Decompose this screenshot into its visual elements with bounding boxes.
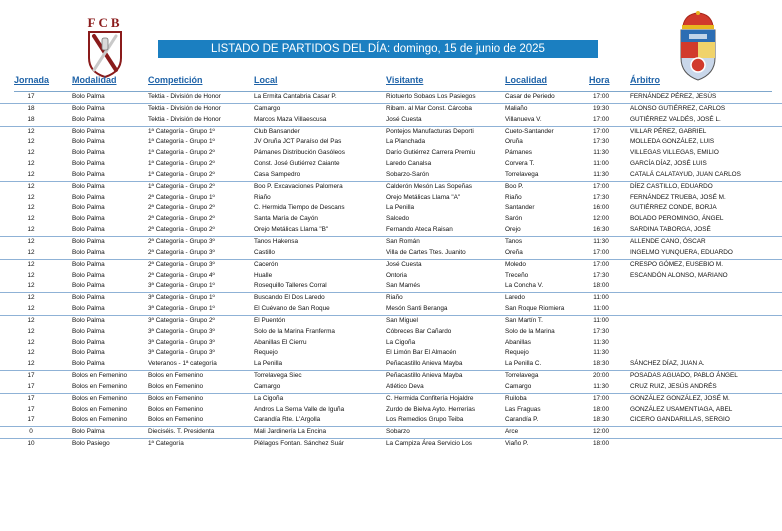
cell-local: Abanillas El Cierru bbox=[254, 338, 307, 346]
cell-hora: 17:30 bbox=[593, 327, 609, 335]
cell-localidad: Solo de la Marina bbox=[505, 327, 555, 335]
cell-modalidad: Bolo Palma bbox=[72, 428, 105, 436]
cell-modalidad: Bolo Palma bbox=[72, 104, 105, 112]
cell-hora: 11:30 bbox=[593, 349, 609, 357]
cell-hora: 18:00 bbox=[593, 405, 609, 413]
cell-jornada: 12 bbox=[27, 204, 35, 212]
table-row bbox=[0, 438, 782, 450]
cell-jornada: 17 bbox=[27, 93, 35, 100]
table-row bbox=[0, 181, 782, 193]
cell-visitante: Riotuerto Sobaos Los Pasiegos bbox=[386, 93, 476, 100]
logo-text: FCB bbox=[87, 15, 123, 30]
cell-localidad: Moledo bbox=[505, 260, 526, 268]
cell-modalidad: Bolo Palma bbox=[72, 294, 105, 302]
cell-competicion: Bolos en Femenino bbox=[148, 405, 204, 413]
cell-visitante: Villa de Cartes Ttes. Juanito bbox=[386, 248, 466, 256]
cell-jornada: 12 bbox=[27, 215, 35, 223]
table-row bbox=[0, 193, 782, 204]
cell-modalidad: Bolo Palma bbox=[72, 360, 105, 368]
cell-arbitro: SÁNCHEZ DÍAZ, JUAN A. bbox=[630, 360, 705, 368]
cell-competicion: Dieciséis. T. Presidenta bbox=[148, 428, 215, 436]
cell-jornada: 12 bbox=[27, 160, 35, 168]
cell-competicion: 3ª Categoría - Grupo 3º bbox=[148, 327, 215, 335]
cell-competicion: Tektia - División de Honor bbox=[148, 93, 221, 100]
cell-jornada: 17 bbox=[27, 394, 35, 402]
cell-localidad: Camargo bbox=[505, 382, 532, 390]
cell-local: La Cigoña bbox=[254, 394, 284, 402]
cell-arbitro: GUTIÉRREZ VALDÉS, JOSÉ L. bbox=[630, 115, 721, 123]
cell-jornada: 17 bbox=[27, 416, 35, 424]
cell-localidad: San Martín T. bbox=[505, 316, 543, 324]
cell-visitante: Mesón Santi Beranga bbox=[386, 305, 448, 313]
cell-modalidad: Bolo Palma bbox=[72, 127, 105, 135]
table-row bbox=[0, 126, 782, 138]
cell-jornada: 10 bbox=[27, 440, 35, 448]
cell-hora: 12:00 bbox=[593, 428, 609, 436]
cell-hora: 16:30 bbox=[593, 226, 609, 234]
table-row bbox=[0, 203, 782, 214]
matches-table bbox=[0, 92, 782, 450]
cell-jornada: 12 bbox=[27, 170, 35, 178]
cell-jornada: 12 bbox=[27, 260, 35, 268]
header-modalidad: Modalidad bbox=[72, 75, 117, 85]
cell-local: Requejo bbox=[254, 349, 278, 357]
cell-visitante: Calderón Mesón Las Sopeñas bbox=[386, 182, 472, 190]
cell-local: Santa María de Cayón bbox=[254, 215, 318, 223]
cell-local: Casa Sampedro bbox=[254, 170, 301, 178]
table-row bbox=[0, 137, 782, 148]
cell-modalidad: Bolo Palma bbox=[72, 237, 105, 245]
cell-hora: 11:00 bbox=[593, 160, 609, 168]
cell-competicion: Bolos en Femenino bbox=[148, 382, 204, 390]
cell-local: Castillo bbox=[254, 248, 275, 256]
cell-modalidad: Bolos en Femenino bbox=[72, 382, 128, 390]
cell-arbitro: POSADAS AGUADO, PABLO ÁNGEL bbox=[630, 372, 738, 380]
cell-hora: 16:00 bbox=[593, 204, 609, 212]
cell-jornada: 17 bbox=[27, 405, 35, 413]
table-row bbox=[0, 225, 782, 236]
cell-visitante: Orejo Metálicas Llama "A" bbox=[386, 193, 461, 201]
cell-hora: 12:00 bbox=[593, 215, 609, 223]
cell-visitante: José Cuesta bbox=[386, 260, 422, 268]
table-row bbox=[0, 92, 782, 103]
cell-visitante: C. Hermida Confitería Hojaldre bbox=[386, 394, 474, 402]
cell-localidad: Arce bbox=[505, 428, 519, 436]
cell-local: Piélagos Fontan. Sánchez Suár bbox=[254, 440, 344, 448]
cell-visitante: Ribam. al Mar Const. Cárcoba bbox=[386, 104, 472, 112]
cell-arbitro: GARCÍA DÍAZ, JOSÉ LUIS bbox=[630, 160, 707, 168]
cell-arbitro: ALONSO GUTIÉRREZ, CARLOS bbox=[630, 104, 726, 112]
cell-arbitro: CRUZ RUIZ, JESÚS ANDRÉS bbox=[630, 382, 717, 390]
cell-visitante: José Cuesta bbox=[386, 115, 422, 123]
table-row bbox=[0, 426, 782, 438]
cell-local: Mali Jardinería La Encina bbox=[254, 428, 327, 436]
cell-jornada: 12 bbox=[27, 226, 35, 234]
table-row bbox=[0, 415, 782, 426]
cell-modalidad: Bolo Pasiego bbox=[72, 440, 110, 448]
cell-competicion: 3ª Categoría - Grupo 1º bbox=[148, 305, 215, 313]
cell-local: Camargo bbox=[254, 382, 281, 390]
cell-competicion: Tektia - División de Honor bbox=[148, 104, 221, 112]
table-row bbox=[0, 248, 782, 259]
cell-visitante: Fernando Ateca Raisan bbox=[386, 226, 453, 234]
cell-localidad: Viaño P. bbox=[505, 440, 529, 448]
cell-visitante: Zurdo de Bielva Ayto. Herrerías bbox=[386, 405, 476, 413]
header-jornada: Jornada bbox=[14, 75, 50, 85]
cell-localidad: Cueto-Santander bbox=[505, 127, 554, 135]
cell-hora: 11:30 bbox=[593, 149, 609, 157]
cell-competicion: 1ª Categoría - Grupo 1º bbox=[148, 138, 215, 146]
cell-localidad: Las Fraguas bbox=[505, 405, 541, 413]
cell-localidad: La Penilla C. bbox=[505, 360, 542, 368]
table-row bbox=[0, 170, 782, 181]
cell-jornada: 12 bbox=[27, 248, 35, 256]
cell-jornada: 17 bbox=[27, 382, 35, 390]
cell-local: Rosequillo Talleres Corral bbox=[254, 282, 327, 290]
cell-local: Buscando El Dos Laredo bbox=[254, 294, 325, 302]
cell-arbitro: VILLEGAS VILLEGAS, EMILIO bbox=[630, 149, 719, 157]
cell-modalidad: Bolo Palma bbox=[72, 316, 105, 324]
cell-jornada: 18 bbox=[27, 104, 35, 112]
table-row bbox=[0, 393, 782, 405]
cell-modalidad: Bolo Palma bbox=[72, 115, 105, 123]
cell-arbitro: GUTIÉRREZ CONDE, BORJA bbox=[630, 204, 717, 212]
cell-local: El Puentón bbox=[254, 316, 286, 324]
cell-local: Solo de la Marina Franferma bbox=[254, 327, 335, 335]
cell-jornada: 18 bbox=[27, 115, 35, 123]
cell-arbitro: ALLENDE CANO, ÓSCAR bbox=[630, 237, 706, 245]
table-row bbox=[0, 405, 782, 416]
cell-visitante: Peñacastillo Anieva Mayba bbox=[386, 360, 463, 368]
table-row bbox=[0, 315, 782, 327]
cell-arbitro: CATALÁ CALATAYUD, JUAN CARLOS bbox=[630, 170, 741, 178]
cell-localidad: Ruiloba bbox=[505, 394, 527, 402]
cell-local: Hualle bbox=[254, 271, 273, 279]
cell-local: Club Bansander bbox=[254, 127, 300, 135]
table-row bbox=[0, 382, 782, 393]
cell-jornada: 12 bbox=[27, 305, 35, 313]
cell-competicion: Bolos en Femenino bbox=[148, 416, 204, 424]
cell-jornada: 12 bbox=[27, 138, 35, 146]
cell-localidad: Carandía P. bbox=[505, 416, 539, 424]
cell-modalidad: Bolo Palma bbox=[72, 215, 105, 223]
cell-modalidad: Bolo Palma bbox=[72, 182, 105, 190]
cell-hora: 20:00 bbox=[593, 372, 609, 380]
cell-localidad: Santander bbox=[505, 204, 535, 212]
cell-localidad: Abanillas bbox=[505, 338, 531, 346]
cell-competicion: Bolos en Femenino bbox=[148, 372, 204, 380]
cell-localidad: Torrelavega bbox=[505, 372, 539, 380]
cell-visitante: La Penilla bbox=[386, 204, 415, 212]
header-hora: Hora bbox=[589, 75, 610, 85]
cell-hora: 11:00 bbox=[593, 294, 609, 302]
cell-modalidad: Bolos en Femenino bbox=[72, 405, 128, 413]
cell-modalidad: Bolo Palma bbox=[72, 193, 105, 201]
header-visitante: Visitante bbox=[386, 75, 424, 85]
cell-modalidad: Bolo Palma bbox=[72, 338, 105, 346]
cell-hora: 11:30 bbox=[593, 170, 609, 178]
cell-competicion: 2ª Categoría - Grupo 3º bbox=[148, 260, 215, 268]
cell-modalidad: Bolo Palma bbox=[72, 170, 105, 178]
table-row bbox=[0, 370, 782, 382]
cell-arbitro: GONZÁLEZ USAMENTIAGA, ABEL bbox=[630, 405, 733, 413]
cell-local: Pámanes Distribución Gasóleos bbox=[254, 149, 345, 157]
cell-arbitro: SARDINA TABORGA, JOSÉ bbox=[630, 226, 711, 234]
cell-competicion: 3ª Categoría - Grupo 3º bbox=[148, 349, 215, 357]
cell-visitante: La Cigoña bbox=[386, 338, 416, 346]
cell-visitante: Pontejos Manufacturas Deporti bbox=[386, 127, 474, 135]
cell-competicion: 2ª Categoría - Grupo 2º bbox=[148, 226, 215, 234]
federation-logo bbox=[80, 14, 130, 78]
cell-hora: 17:30 bbox=[593, 193, 609, 201]
cell-visitante: El Limón Bar El Almacén bbox=[386, 349, 457, 357]
cell-arbitro: CICERO GANDARILLAS, SERGIO bbox=[630, 416, 730, 424]
cell-local: JV Oruña JCT Paraíso del Pas bbox=[254, 138, 342, 146]
cell-visitante: Sobarzo bbox=[386, 428, 410, 436]
cell-hora: 11:00 bbox=[593, 316, 609, 324]
cell-localidad: Villanueva V. bbox=[505, 115, 542, 123]
cell-competicion: 2ª Categoría - Grupo 2º bbox=[148, 215, 215, 223]
cell-competicion: 1ª Categoría bbox=[148, 440, 184, 448]
cell-local: Andros La Serna Valle de Iguña bbox=[254, 405, 345, 413]
cell-modalidad: Bolo Palma bbox=[72, 204, 105, 212]
header-arbitro: Árbitro bbox=[630, 75, 660, 85]
cell-localidad: La Concha V. bbox=[505, 282, 544, 290]
table-row bbox=[0, 359, 782, 370]
cell-modalidad: Bolo Palma bbox=[72, 226, 105, 234]
cell-local: Torrelavega Siec bbox=[254, 372, 302, 380]
cell-modalidad: Bolos en Femenino bbox=[72, 416, 128, 424]
table-row bbox=[0, 304, 782, 315]
cell-hora: 17:30 bbox=[593, 138, 609, 146]
table-row bbox=[0, 259, 782, 271]
cell-localidad: Pámanes bbox=[505, 149, 532, 157]
cell-arbitro: BOLADO PEROMINGO, ÁNGEL bbox=[630, 215, 724, 223]
cell-visitante: Darío Gutiérrez Carrera Premiu bbox=[386, 149, 476, 157]
cell-localidad: Oruña bbox=[505, 138, 523, 146]
cell-visitante: Los Remedios Grupo Teiba bbox=[386, 416, 464, 424]
cell-localidad: San Roque Riomiera bbox=[505, 305, 565, 313]
cell-hora: 17:30 bbox=[593, 271, 609, 279]
cell-visitante: Peñacastillo Anieva Mayba bbox=[386, 372, 463, 380]
cell-jornada: 12 bbox=[27, 271, 35, 279]
cell-modalidad: Bolos en Femenino bbox=[72, 394, 128, 402]
cell-competicion: 2ª Categoría - Grupo 1º bbox=[148, 193, 215, 201]
cell-jornada: 12 bbox=[27, 338, 35, 346]
cell-hora: 17:00 bbox=[593, 127, 609, 135]
cell-localidad: Riaño bbox=[505, 193, 522, 201]
cell-localidad: Requejo bbox=[505, 349, 529, 357]
cell-local: Riaño bbox=[254, 193, 271, 201]
cell-arbitro: VILLAR PÉREZ, GABRIEL bbox=[630, 127, 707, 135]
cell-jornada: 12 bbox=[27, 349, 35, 357]
cell-modalidad: Bolo Palma bbox=[72, 305, 105, 313]
cell-jornada: 12 bbox=[27, 193, 35, 201]
cell-jornada: 12 bbox=[27, 360, 35, 368]
cell-jornada: 12 bbox=[27, 127, 35, 135]
page-title: LISTADO DE PARTIDOS DEL DÍA: domingo, 15 de junio de 2025 bbox=[158, 40, 598, 58]
cell-visitante: La Planchada bbox=[386, 138, 426, 146]
cell-modalidad: Bolo Palma bbox=[72, 93, 105, 100]
cell-visitante: Cóbreces Bar Cañardo bbox=[386, 327, 452, 335]
table-row bbox=[0, 159, 782, 170]
table-row bbox=[0, 115, 782, 126]
cell-modalidad: Bolo Palma bbox=[72, 138, 105, 146]
cell-competicion: 1ª Categoría - Grupo 2º bbox=[148, 149, 215, 157]
cell-localidad: Sarón bbox=[505, 215, 523, 223]
cell-localidad: Torrelavega bbox=[505, 170, 539, 178]
cell-localidad: Laredo bbox=[505, 294, 525, 302]
table-row bbox=[0, 148, 782, 159]
cell-competicion: 2ª Categoría - Grupo 3º bbox=[148, 237, 215, 245]
header-localidad: Localidad bbox=[505, 75, 548, 85]
cell-competicion: 3ª Categoría - Grupo 1º bbox=[148, 282, 215, 290]
cell-visitante: Salcedo bbox=[386, 215, 410, 223]
table-row bbox=[0, 103, 782, 115]
cell-hora: 19:30 bbox=[593, 104, 609, 112]
cell-visitante: Atlético Deva bbox=[386, 382, 424, 390]
cell-hora: 11:30 bbox=[593, 338, 609, 346]
cell-competicion: 3ª Categoría - Grupo 1º bbox=[148, 294, 215, 302]
table-row bbox=[0, 236, 782, 248]
cell-modalidad: Bolos en Femenino bbox=[72, 372, 128, 380]
cell-modalidad: Bolo Palma bbox=[72, 349, 105, 357]
cell-competicion: 1ª Categoría - Grupo 1º bbox=[148, 127, 215, 135]
cell-modalidad: Bolo Palma bbox=[72, 271, 105, 279]
cell-hora: 17:00 bbox=[593, 93, 609, 100]
cell-local: Tanos Hakensa bbox=[254, 237, 299, 245]
table-row bbox=[0, 281, 782, 292]
cell-local: C. Hermida Tiempo de Descans bbox=[254, 204, 345, 212]
cell-local: Carandía Rte. L'Argolla bbox=[254, 416, 321, 424]
cell-modalidad: Bolo Palma bbox=[72, 282, 105, 290]
cell-hora: 11:00 bbox=[593, 305, 609, 313]
cell-arbitro: GONZÁLEZ GONZÁLEZ, JOSÉ M. bbox=[630, 394, 730, 402]
cell-localidad: Maliaño bbox=[505, 104, 528, 112]
cell-competicion: 1ª Categoría - Grupo 2º bbox=[148, 170, 215, 178]
cell-local: Cacerón bbox=[254, 260, 279, 268]
cell-arbitro: ESCANDÓN ALONSO, MARIANO bbox=[630, 271, 728, 279]
table-row bbox=[0, 338, 782, 349]
cell-arbitro: DÍEZ CASTILLO, EDUARDO bbox=[630, 182, 713, 190]
cell-hora: 11:30 bbox=[593, 382, 609, 390]
cell-competicion: 3ª Categoría - Grupo 2º bbox=[148, 316, 215, 324]
cell-competicion: Tektia - División de Honor bbox=[148, 115, 221, 123]
cell-local: Boo P. Excavaciones Palomera bbox=[254, 182, 343, 190]
cell-hora: 17:00 bbox=[593, 182, 609, 190]
cell-local: Camargo bbox=[254, 104, 281, 112]
table-row bbox=[0, 271, 782, 282]
cell-localidad: Casar de Periedo bbox=[505, 93, 555, 100]
cell-jornada: 12 bbox=[27, 327, 35, 335]
cell-localidad: Boo P. bbox=[505, 182, 524, 190]
cell-localidad: Orejo bbox=[505, 226, 521, 234]
cell-jornada: 12 bbox=[27, 316, 35, 324]
cell-localidad: Oreña bbox=[505, 248, 523, 256]
cell-competicion: Veteranos - 1ª categoría bbox=[148, 360, 217, 368]
header-local: Local bbox=[254, 75, 278, 85]
table-row bbox=[0, 348, 782, 359]
cell-local: Const. José Gutiérrez Caiante bbox=[254, 160, 340, 168]
cell-jornada: 12 bbox=[27, 237, 35, 245]
cell-arbitro: FERNÁNDEZ TRUEBA, JOSÉ M. bbox=[630, 193, 726, 201]
cell-visitante: La Campiza Área Servicio Los bbox=[386, 440, 472, 448]
cell-hora: 18:30 bbox=[593, 360, 609, 368]
cell-modalidad: Bolo Palma bbox=[72, 149, 105, 157]
cell-competicion: 2ª Categoría - Grupo 4º bbox=[148, 271, 215, 279]
cell-competicion: 1ª Categoría - Grupo 2º bbox=[148, 160, 215, 168]
cell-jornada: 12 bbox=[27, 282, 35, 290]
cell-competicion: 2ª Categoría - Grupo 2º bbox=[148, 204, 215, 212]
cell-hora: 11:30 bbox=[593, 237, 609, 245]
cell-hora: 17:00 bbox=[593, 260, 609, 268]
cell-modalidad: Bolo Palma bbox=[72, 260, 105, 268]
cell-visitante: San Miguel bbox=[386, 316, 418, 324]
table-row bbox=[0, 214, 782, 225]
cell-visitante: San Mamés bbox=[386, 282, 421, 290]
cell-competicion: 1ª Categoría - Grupo 2º bbox=[148, 182, 215, 190]
cell-visitante: San Román bbox=[386, 237, 420, 245]
table-row bbox=[0, 327, 782, 338]
table-header bbox=[0, 75, 782, 91]
cell-hora: 17:00 bbox=[593, 394, 609, 402]
cell-localidad: Tanos bbox=[505, 237, 523, 245]
cell-arbitro: MOLLEDA GONZÁLEZ, LUIS bbox=[630, 138, 715, 146]
cell-hora: 18:00 bbox=[593, 440, 609, 448]
cell-jornada: 12 bbox=[27, 182, 35, 190]
cell-jornada: 12 bbox=[27, 294, 35, 302]
cell-local: La Penilla bbox=[254, 360, 283, 368]
cell-competicion: Bolos en Femenino bbox=[148, 394, 204, 402]
cell-local: El Cuévano de San Roque bbox=[254, 305, 330, 313]
table-row bbox=[0, 292, 782, 304]
cell-competicion: 3ª Categoría - Grupo 3º bbox=[148, 338, 215, 346]
cell-arbitro: FERNÁNDEZ PÉREZ, JESÚS bbox=[630, 93, 717, 100]
cell-jornada: 17 bbox=[27, 372, 35, 380]
cell-local: Orejo Metálicas Llama "B" bbox=[254, 226, 329, 234]
cell-hora: 17:00 bbox=[593, 115, 609, 123]
header-competicion: Competición bbox=[148, 75, 203, 85]
cell-arbitro: CRESPO GÓMEZ, EUSEBIO M. bbox=[630, 260, 724, 268]
cell-local: La Ermita Cantabria Casar P. bbox=[254, 93, 337, 100]
cell-hora: 18:00 bbox=[593, 282, 609, 290]
cell-competicion: 2ª Categoría - Grupo 3º bbox=[148, 248, 215, 256]
cell-visitante: Ontoria bbox=[386, 271, 407, 279]
cell-arbitro: INGELMO YUNQUERA, EDUARDO bbox=[630, 248, 733, 256]
cell-localidad: Treceño bbox=[505, 271, 529, 279]
cell-local: Marcos Maza Villaescusa bbox=[254, 115, 327, 123]
cell-localidad: Corvera T. bbox=[505, 160, 535, 168]
cell-jornada: 12 bbox=[27, 149, 35, 157]
cell-visitante: Laredo Canalsa bbox=[386, 160, 432, 168]
cell-modalidad: Bolo Palma bbox=[72, 160, 105, 168]
cell-visitante: Sobarzo-Sarón bbox=[386, 170, 429, 178]
cell-modalidad: Bolo Palma bbox=[72, 327, 105, 335]
coat-of-arms-logo bbox=[675, 10, 721, 82]
cell-visitante: Riaño bbox=[386, 294, 403, 302]
cell-hora: 17:00 bbox=[593, 248, 609, 256]
cell-jornada: 0 bbox=[29, 428, 33, 436]
cell-hora: 18:30 bbox=[593, 416, 609, 424]
cell-modalidad: Bolo Palma bbox=[72, 248, 105, 256]
